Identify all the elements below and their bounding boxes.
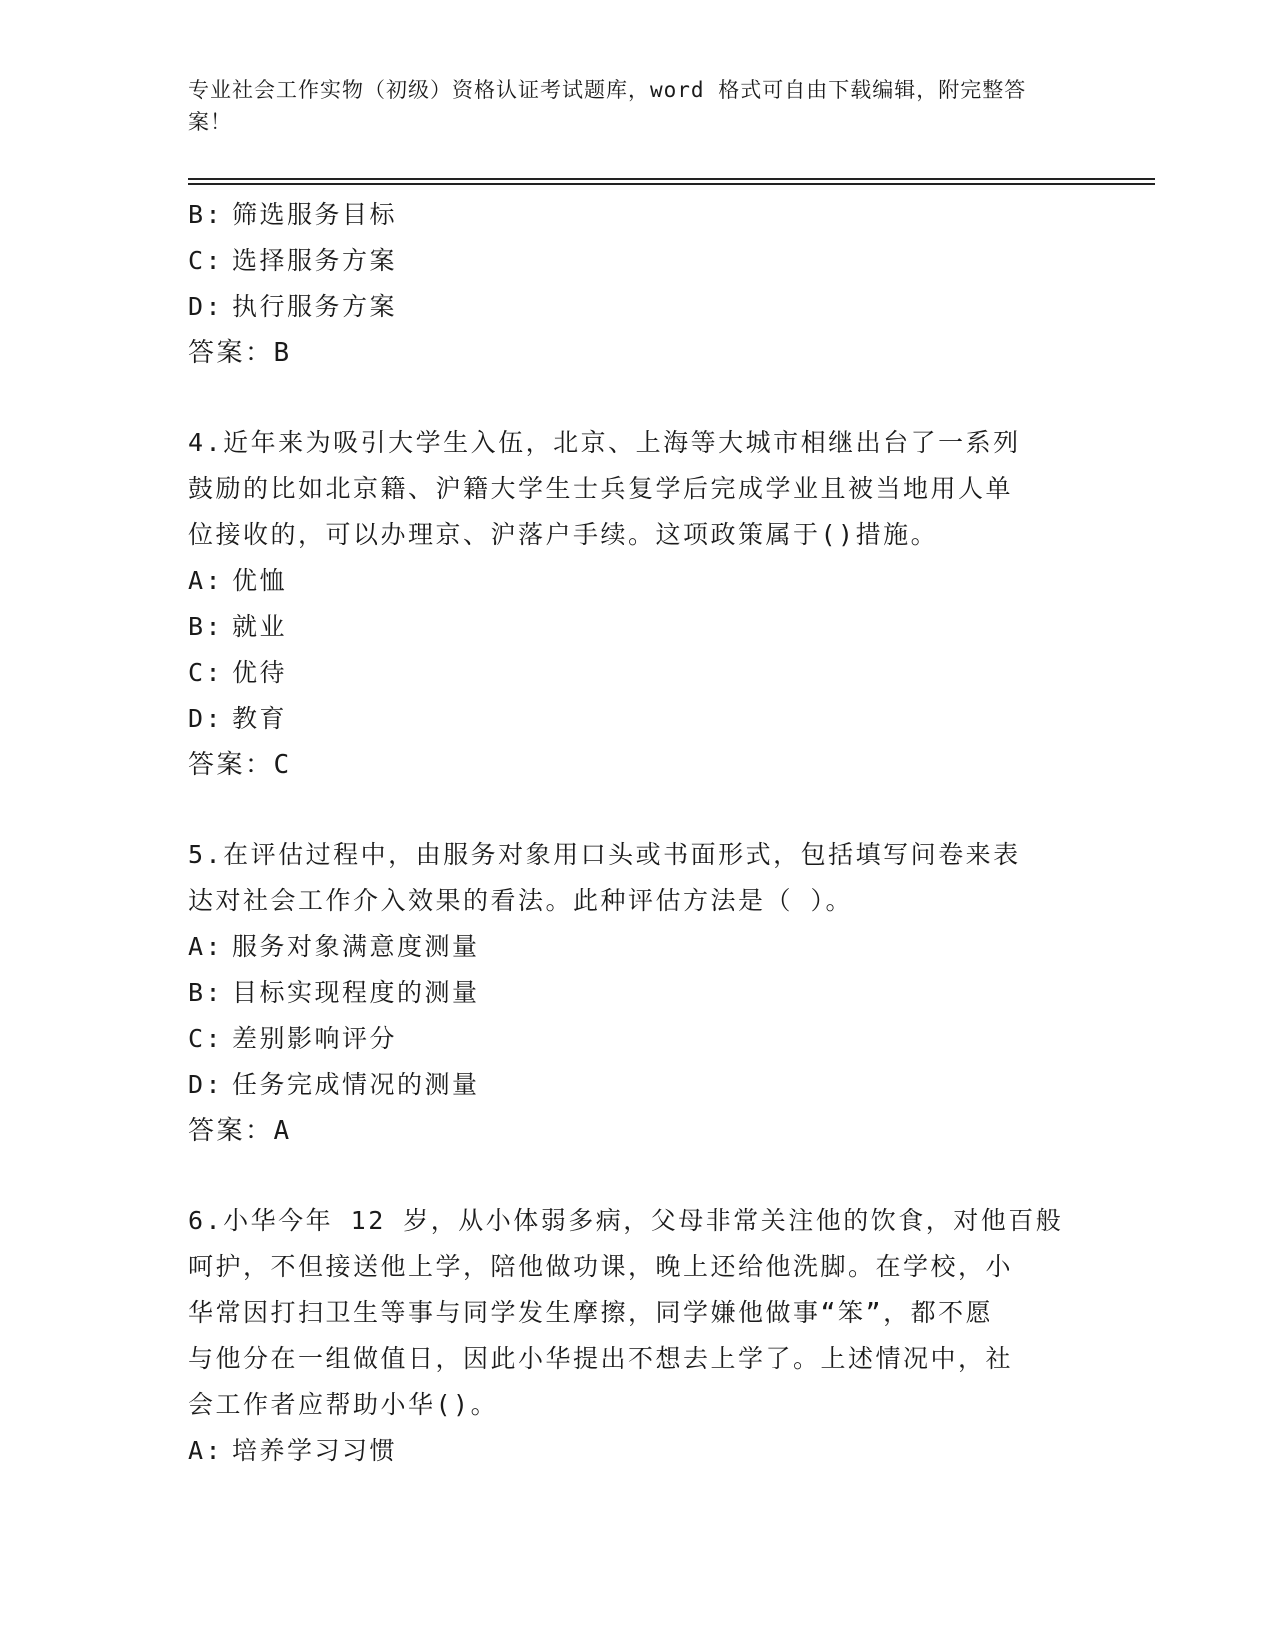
question-text-line: 呵护，不但接送他上学，陪他做功课，晚上还给他洗脚。在学校，小	[188, 1252, 1014, 1281]
option-text: 教育	[232, 704, 288, 733]
spacer	[188, 788, 1068, 832]
question-5	[188, 832, 1068, 1154]
option-text: 目标实现程度的测量	[232, 978, 480, 1007]
option-text: 执行服务方案	[232, 292, 398, 321]
question-text-line: 会工作者应帮助小华()。	[188, 1390, 499, 1419]
answer-line: 答案：B	[188, 338, 292, 368]
option-text: 就业	[232, 612, 288, 641]
page-header: 专业社会工作实物（初级）资格认证考试题库，word 格式可自由下载编辑，附完整答案！	[188, 78, 1027, 134]
option-row	[188, 650, 1068, 696]
prev-question-options	[188, 192, 1068, 330]
question-text-line: 达对社会工作介入效果的看法。此种评估方法是（ ）。	[188, 886, 854, 915]
option-key: A:	[188, 932, 224, 961]
header-rule-top	[188, 178, 1155, 180]
answer-line: 答案：A	[188, 1116, 292, 1146]
option-row	[188, 604, 1068, 650]
question-6	[188, 1198, 1068, 1474]
spacer	[188, 376, 1068, 420]
option-text: 选择服务方案	[232, 246, 398, 275]
option-row	[188, 192, 1068, 238]
question-text-line: 位接收的，可以办理京、沪落户手续。这项政策属于()措施。	[188, 520, 939, 549]
option-text: 优待	[232, 658, 288, 687]
option-text: 筛选服务目标	[232, 200, 398, 229]
spacer	[188, 1154, 1068, 1198]
option-row	[188, 924, 1068, 970]
option-row	[188, 1428, 1068, 1474]
option-text: 优恤	[232, 566, 288, 595]
option-row	[188, 284, 1068, 330]
option-text: 培养学习习惯	[232, 1436, 398, 1465]
option-key: A:	[188, 566, 224, 595]
option-text: 服务对象满意度测量	[232, 932, 480, 961]
option-key: C:	[188, 246, 224, 275]
option-key: B:	[188, 978, 224, 1007]
option-key: C:	[188, 1024, 224, 1053]
question-text-line: 5.在评估过程中，由服务对象用口头或书面形式，包括填写问卷来表	[188, 840, 1021, 869]
option-row	[188, 970, 1068, 1016]
option-key: C:	[188, 658, 224, 687]
question-4	[188, 420, 1068, 788]
option-row	[188, 558, 1068, 604]
question-content	[188, 192, 1068, 1474]
question-text-line: 华常因打扫卫生等事与同学发生摩擦，同学嫌他做事“笨”，都不愿	[188, 1298, 994, 1327]
option-key: D:	[188, 1070, 224, 1099]
header-rule-bottom	[188, 183, 1155, 185]
answer-line: 答案：C	[188, 750, 292, 780]
option-text: 任务完成情况的测量	[232, 1070, 480, 1099]
question-text-line: 与他分在一组做值日，因此小华提出不想去上学了。上述情况中，社	[188, 1344, 1014, 1373]
option-key: B:	[188, 612, 224, 641]
option-key: B:	[188, 200, 224, 229]
option-key: A:	[188, 1436, 224, 1465]
question-text-line: 6.小华今年 12 岁，从小体弱多病，父母非常关注他的饮食，对他百般	[188, 1206, 1064, 1235]
question-text-line: 4.近年来为吸引大学生入伍，北京、上海等大城市相继出台了一系列	[188, 428, 1021, 457]
option-key: D:	[188, 704, 224, 733]
option-key: D:	[188, 292, 224, 321]
option-text: 差别影响评分	[232, 1024, 398, 1053]
option-row	[188, 696, 1068, 742]
option-row	[188, 1062, 1068, 1108]
question-text-line: 鼓励的比如北京籍、沪籍大学生士兵复学后完成学业且被当地用人单	[188, 474, 1014, 503]
option-row	[188, 238, 1068, 284]
option-row	[188, 1016, 1068, 1062]
